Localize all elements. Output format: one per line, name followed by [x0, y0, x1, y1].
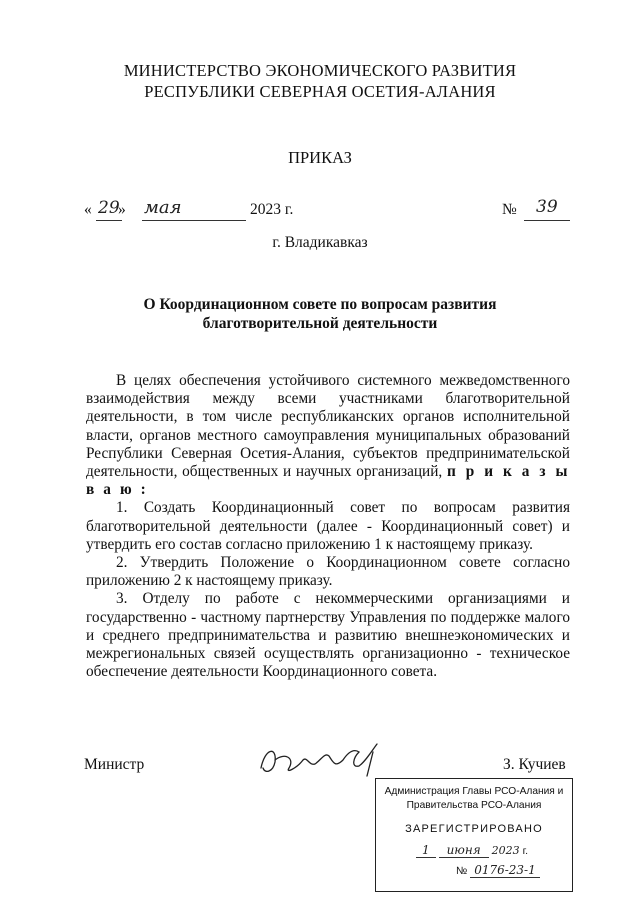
month-underline: [142, 220, 246, 221]
handwritten-signature: [255, 738, 385, 784]
stamp-line-1: Администрация Главы РСО-Алания и: [384, 786, 564, 797]
signatory-name: З. Кучиев: [503, 756, 566, 773]
stamp-number: [456, 863, 540, 877]
order-body: [86, 372, 570, 681]
date-day: 29: [98, 198, 120, 218]
order-word: п р и к а з ы в а ю :: [86, 463, 570, 499]
date-quote-open: «: [84, 201, 92, 218]
signature-position: Министр: [84, 756, 145, 773]
date-year: 2023 г.: [250, 201, 294, 218]
number-prefix: №: [502, 201, 517, 218]
preamble-text: В целях обеспечения устойчивого системного межведомственного взаимодействия между всеми участниками благотворительной деятельности, в том числе республиканских органов исполнительной власти, органов местного самоуправления муниципальных образований Республики Северная Осетия-Алания, субъектов предпринимательской деятельности, общественных и научных организаций,: [86, 372, 570, 481]
day-underline: [96, 220, 122, 221]
order-number: 39: [536, 197, 558, 217]
item-3: 3. Отделу по работе с некоммерческими организациями и государственно - частному партнерству Управления по поддержке малого и среднего предпринимательства и развитию внешнеэкономических и межрегиональных связей осуществлять организационно - техническое обеспечение деятельности Координационного совета.: [86, 590, 570, 681]
date-number-row: [84, 197, 574, 225]
ministry-line-1: МИНИСТЕРСТВО ЭКОНОМИЧЕСКОГО РАЗВИТИЯ: [123, 61, 517, 80]
preamble-paragraph: [86, 372, 570, 499]
stamp-registered: ЗАРЕГИСТРИРОВАНО: [405, 823, 543, 835]
stamp-number-prefix: №: [456, 865, 468, 877]
stamp-month: июня: [439, 843, 489, 858]
stamp-year-suffix: г.: [522, 845, 529, 857]
stamp-date: [416, 843, 528, 857]
stamp-number-value: 0176-23-1: [470, 863, 540, 878]
stamp-day: 1: [416, 843, 436, 858]
item-2: 2. Утвердить Положение о Координационном совете согласно приложению 2 к настоящему приказу.: [86, 554, 570, 590]
subject-line-2: благотворительной деятельности: [202, 315, 438, 332]
subject: [0, 295, 640, 333]
stamp-authority: [376, 785, 572, 813]
ministry-header: [0, 60, 640, 102]
ministry-line-2: РЕСПУБЛИКИ СЕВЕРНАЯ ОСЕТИЯ-АЛАНИЯ: [144, 82, 496, 101]
document-type: ПРИКАЗ: [288, 148, 352, 167]
date-quote-close: »: [118, 201, 126, 218]
item-1: 1. Создать Координационный совет по вопросам развития благотворительной деятельности (далее - Координационный совет) и утвердить его состав согласно приложению 1 к настоящему приказу.: [86, 499, 570, 553]
city: г. Владикавказ: [272, 234, 368, 251]
stamp-line-2: Правительства РСО-Алания: [406, 800, 542, 811]
date-month: мая: [144, 197, 182, 218]
subject-line-1: О Координационном совете по вопросам развития: [143, 296, 497, 313]
registration-stamp: [375, 778, 573, 892]
number-underline: [524, 220, 570, 221]
stamp-year: 2023: [491, 844, 520, 857]
